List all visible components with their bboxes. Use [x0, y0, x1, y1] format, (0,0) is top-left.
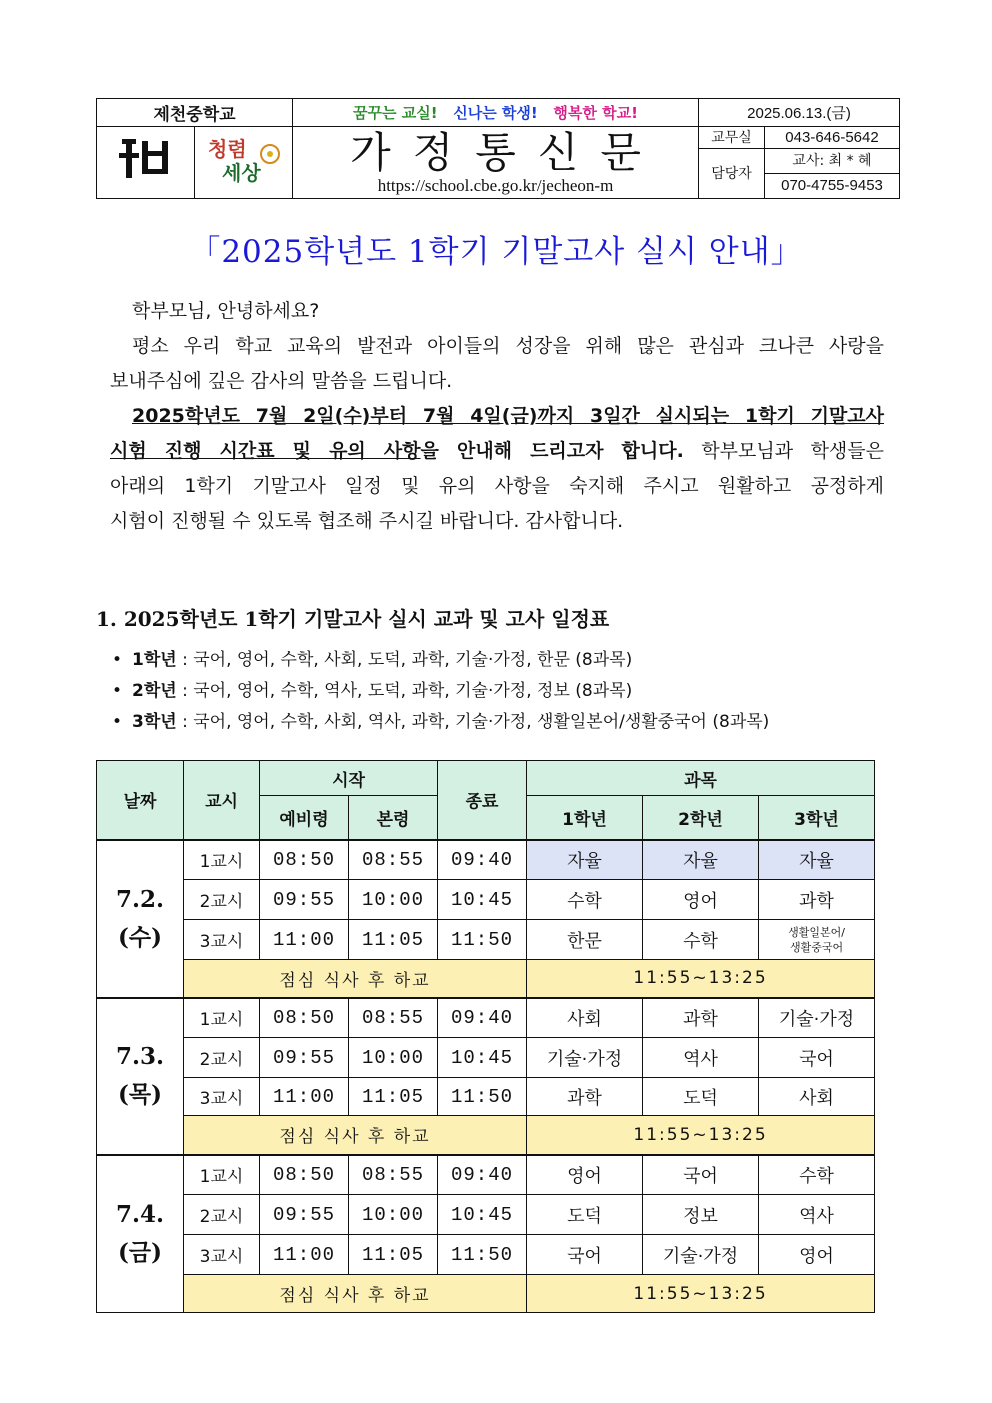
subject-list — [112, 645, 769, 738]
day-cell — [97, 840, 184, 998]
period-cell: 1교시 — [184, 840, 260, 880]
day-weekday: (수) — [118, 923, 162, 951]
integrity-emblem-icon — [204, 132, 284, 188]
subject-cell: 도덕 — [527, 1195, 643, 1235]
bullet-icon: • — [112, 681, 123, 701]
prep-time: 09:55 — [260, 880, 349, 920]
highlight-underlined: 시험 진행 시간표 및 유의 사항 — [110, 440, 421, 462]
subject-cell: 사회 — [527, 998, 643, 1038]
table-row — [97, 1038, 875, 1078]
grade-subjects: : 국어, 영어, 수학, 사회, 도덕, 과학, 기술·가정, 한문 (8과목) — [176, 650, 633, 670]
subject-cell: 수학 — [759, 1155, 875, 1195]
table-header-row — [97, 761, 875, 796]
period-cell: 1교시 — [184, 1155, 260, 1195]
subject-cell: 한문 — [527, 920, 643, 960]
header-prep: 예비령 — [260, 796, 349, 840]
integrity-logo-text — [195, 132, 292, 193]
teacher-phone: 070-4755-9453 — [781, 176, 883, 194]
prep-time: 08:50 — [260, 998, 349, 1038]
end-time: 09:40 — [438, 998, 527, 1038]
lunch-row — [97, 1116, 875, 1155]
grade-label: 3학년 — [132, 712, 177, 732]
svg-text:청렴: 청렴 — [207, 137, 247, 161]
subject-line: 생활일본어/ — [788, 925, 845, 939]
subject-cell: 국어 — [527, 1235, 643, 1275]
slogan-part: 꿈꾸는 교실! — [353, 104, 438, 122]
slogan-part: 신나는 학생! — [453, 104, 538, 122]
school-url[interactable]: https://school.cbe.go.kr/jecheon-m — [377, 175, 614, 195]
teacher-name: 교사: 최 * 혜 — [765, 150, 899, 174]
page-title: 「2025학년도 1학기 기말고사 실시 안내」 — [189, 234, 803, 270]
table-row — [97, 1155, 875, 1195]
main-time: 08:55 — [349, 1155, 438, 1195]
period-cell: 2교시 — [184, 1195, 260, 1235]
body-line: 아래의 1학기 기말고사 일정 및 유의 사항을 숙지해 주시고 원활하고 공정하게 — [110, 475, 884, 497]
end-time: 10:45 — [438, 880, 527, 920]
newsletter-heading — [293, 127, 699, 199]
end-time: 10:45 — [438, 1195, 527, 1235]
header-start: 시작 — [260, 761, 438, 796]
subject-cell: 사회 — [759, 1078, 875, 1116]
header-main: 본령 — [349, 796, 438, 840]
school-logo — [97, 127, 195, 199]
subject-cell: 영어 — [643, 880, 759, 920]
list-item — [112, 707, 769, 738]
period-cell: 3교시 — [184, 920, 260, 960]
subject-cell: 수학 — [527, 880, 643, 920]
school-logo-icon — [116, 143, 176, 194]
day-weekday: (금) — [118, 1238, 162, 1266]
grade-subjects: : 국어, 영어, 수학, 역사, 도덕, 과학, 기술·가정, 정보 (8과목) — [176, 681, 633, 701]
prep-time: 11:00 — [260, 920, 349, 960]
body-line: 보내주심에 깊은 감사의 말씀을 드립니다. — [110, 370, 453, 392]
body-line: 시험이 진행될 수 있도록 협조해 주시길 바랍니다. 감사합니다. — [110, 510, 624, 532]
lunch-row — [97, 1275, 875, 1313]
prep-time: 09:55 — [260, 1038, 349, 1078]
table-row — [97, 1195, 875, 1235]
body-text-rest: 학부모님과 학생들은 — [683, 440, 884, 462]
body-text — [110, 294, 884, 539]
period-cell: 3교시 — [184, 1078, 260, 1116]
subject-cell: 기술·가정 — [759, 998, 875, 1038]
table-row — [97, 920, 875, 960]
main-time: 10:00 — [349, 1038, 438, 1078]
subject-cell: 자율 — [527, 840, 643, 880]
lunch-row — [97, 960, 875, 998]
body-line — [110, 434, 884, 469]
prep-time: 08:50 — [260, 1155, 349, 1195]
main-time: 11:05 — [349, 920, 438, 960]
day-date: 7.2. — [115, 885, 165, 913]
subject-cell: 기술·가정 — [527, 1038, 643, 1078]
main-time: 08:55 — [349, 998, 438, 1038]
exam-schedule-table — [96, 760, 875, 1313]
subject-cell: 영어 — [759, 1235, 875, 1275]
end-time: 11:50 — [438, 920, 527, 960]
slogan — [293, 99, 699, 127]
end-time: 10:45 — [438, 1038, 527, 1078]
period-cell: 2교시 — [184, 880, 260, 920]
period-cell: 3교시 — [184, 1235, 260, 1275]
day-cell — [97, 998, 184, 1155]
day-date: 7.4. — [115, 1200, 165, 1228]
table-row — [97, 840, 875, 880]
bullet-icon: • — [112, 712, 123, 732]
header-grade3: 3학년 — [759, 796, 875, 840]
subject-cell: 역사 — [759, 1195, 875, 1235]
contact-info — [765, 148, 900, 198]
header-subjects: 과목 — [527, 761, 875, 796]
header-period: 교시 — [184, 761, 260, 840]
svg-text:세상: 세상 — [221, 161, 261, 185]
subject-cell: 과학 — [527, 1078, 643, 1116]
lunch-time: 11:55~13:25 — [527, 960, 875, 998]
end-time: 11:50 — [438, 1078, 527, 1116]
body-line: 평소 우리 학교 교육의 발전과 아이들의 성장을 위해 많은 관심과 크나큰 사랑을 — [132, 335, 884, 357]
subject-cell: 도덕 — [643, 1078, 759, 1116]
issue-date: 2025.06.13.(금) — [699, 99, 900, 127]
grade-label: 1학년 — [132, 650, 177, 670]
day-cell — [97, 1155, 184, 1313]
greeting: 학부모님, 안녕하세요? — [132, 300, 320, 322]
subject-cell: 영어 — [527, 1155, 643, 1195]
main-time: 11:05 — [349, 1235, 438, 1275]
prep-time: 08:50 — [260, 840, 349, 880]
subject-cell: 정보 — [643, 1195, 759, 1235]
table-row — [97, 880, 875, 920]
period-cell: 1교시 — [184, 998, 260, 1038]
list-item — [112, 645, 769, 676]
subject-cell: 과학 — [759, 880, 875, 920]
subject-cell: 기술·가정 — [643, 1235, 759, 1275]
bullet-icon: • — [112, 650, 123, 670]
subject-cell: 과학 — [643, 998, 759, 1038]
end-time: 09:40 — [438, 1155, 527, 1195]
subject-line: 생활중국어 — [789, 940, 844, 954]
header-grade2: 2학년 — [643, 796, 759, 840]
main-time: 10:00 — [349, 880, 438, 920]
prep-time: 11:00 — [260, 1235, 349, 1275]
lunch-note: 점심 식사 후 하교 — [184, 960, 527, 998]
table-row — [97, 998, 875, 1038]
end-time: 11:50 — [438, 1235, 527, 1275]
end-time: 09:40 — [438, 840, 527, 880]
header-end: 종료 — [438, 761, 527, 840]
contact-label: 담당자 — [699, 148, 765, 198]
subject-cell: 역사 — [643, 1038, 759, 1078]
prep-time: 09:55 — [260, 1195, 349, 1235]
integrity-logo — [195, 127, 293, 199]
grade-subjects: : 국어, 영어, 수학, 사회, 역사, 과학, 기술·가정, 생활일본어/생활중국어 (8과목) — [176, 712, 770, 732]
subject-cell: 국어 — [643, 1155, 759, 1195]
office-label: 교무실 — [699, 127, 765, 149]
day-date: 7.3. — [115, 1043, 165, 1070]
section-title: 1. 2025학년도 1학기 기말고사 실시 교과 및 고사 일정표 — [96, 607, 610, 631]
slogan-part: 행복한 학교! — [553, 104, 638, 122]
school-name: 제천중학교 — [97, 99, 293, 127]
highlight-bold: 을 안내해 드리고자 합니다. — [420, 440, 684, 462]
grade-label: 2학년 — [132, 681, 177, 701]
header-grade1: 1학년 — [527, 796, 643, 840]
lunch-time: 11:55~13:25 — [527, 1275, 875, 1313]
office-phone: 043-646-5642 — [765, 127, 900, 149]
lunch-note: 점심 식사 후 하교 — [184, 1116, 527, 1155]
header-box — [96, 98, 900, 199]
day-weekday: (목) — [118, 1081, 162, 1108]
main-time: 10:00 — [349, 1195, 438, 1235]
body-line-highlight: 2025학년도 7월 2일(수)부터 7월 4일(금)까지 3일간 실시되는 1학기 기말고사 — [132, 405, 884, 427]
subject-cell: 수학 — [643, 920, 759, 960]
subject-cell: 국어 — [759, 1038, 875, 1078]
lunch-time: 11:55~13:25 — [527, 1116, 875, 1155]
subject-cell: 자율 — [759, 840, 875, 880]
list-item — [112, 676, 769, 707]
prep-time: 11:00 — [260, 1078, 349, 1116]
table-row — [97, 1078, 875, 1116]
subject-cell — [759, 920, 875, 960]
subject-cell: 자율 — [643, 840, 759, 880]
header-date: 날짜 — [97, 761, 184, 840]
table-row — [97, 1235, 875, 1275]
main-time: 11:05 — [349, 1078, 438, 1116]
main-time: 08:55 — [349, 840, 438, 880]
school-emblem-icon — [116, 131, 176, 183]
period-cell: 2교시 — [184, 1038, 260, 1078]
lunch-note: 점심 식사 후 하교 — [184, 1275, 527, 1313]
newsletter-title: 가정통신문 — [350, 127, 663, 177]
